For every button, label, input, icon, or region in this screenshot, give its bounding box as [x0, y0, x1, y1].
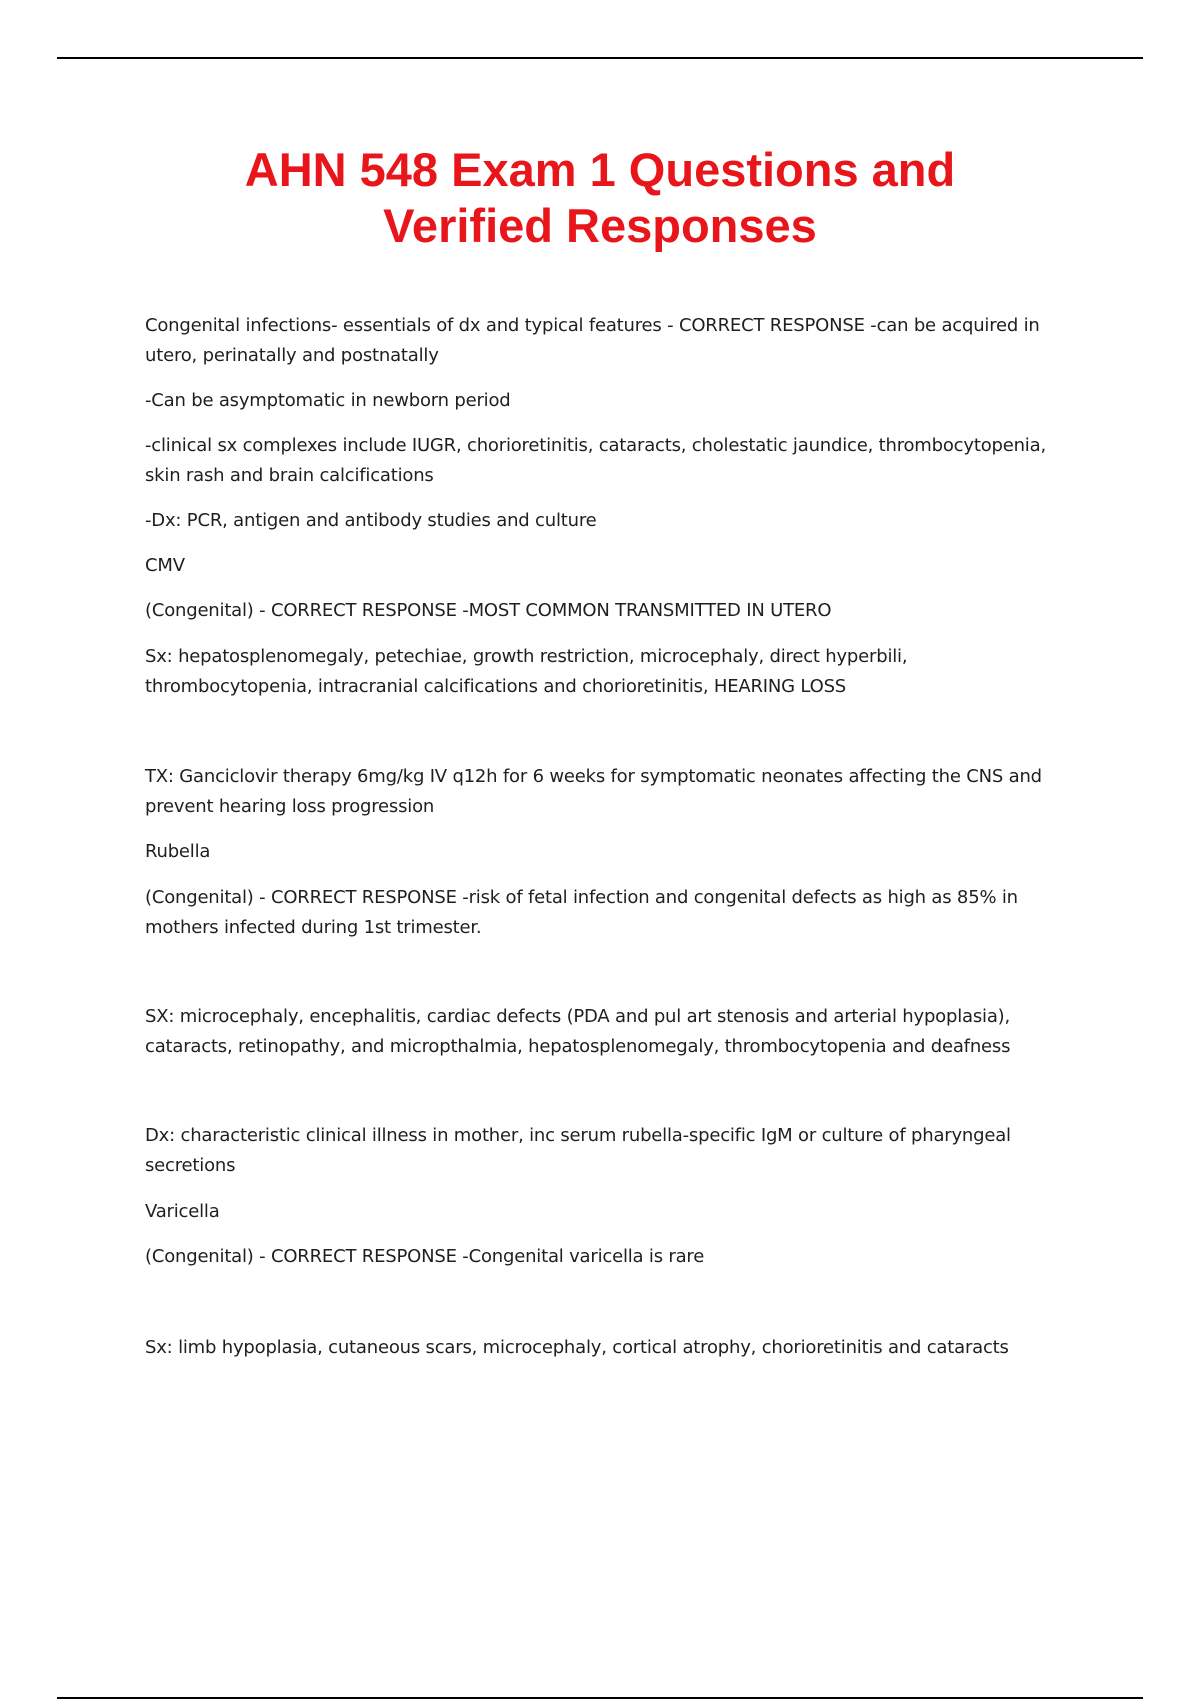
text-line: Dx: characteristic clinical illness in mother, inc serum rubella-specific IgM or culture of pharyngeal — [145, 1125, 1011, 1146]
text-line: Congenital infections- essentials of dx and typical features - CORRECT RESPONSE -can be acquired in — [145, 315, 1040, 336]
top-rule — [57, 57, 1143, 59]
text-line: -Can be asymptomatic in newborn period — [145, 390, 511, 411]
text-line: secretions — [145, 1155, 236, 1176]
paragraph — [145, 1002, 1075, 1062]
paragraph — [145, 837, 1075, 867]
text-line: (Congenital) - CORRECT RESPONSE -Congenital varicella is rare — [145, 1246, 705, 1267]
title-line-2: Verified Responses — [383, 199, 817, 252]
text-line: Sx: hepatosplenomegaly, petechiae, growth restriction, microcephaly, direct hyperbili, — [145, 646, 908, 667]
paragraph — [145, 1197, 1075, 1227]
text-line: -clinical sx complexes include IUGR, chorioretinitis, cataracts, cholestatic jaundice, thrombocytopenia, — [145, 435, 1046, 456]
paragraph — [145, 596, 1075, 626]
paragraph — [145, 311, 1075, 371]
paragraph — [145, 551, 1075, 581]
paragraph — [145, 1333, 1075, 1363]
document-title — [0, 142, 1200, 254]
paragraph — [145, 506, 1075, 536]
paragraph — [145, 642, 1075, 702]
text-line: Sx: limb hypoplasia, cutaneous scars, microcephaly, cortical atrophy, chorioretinitis and cataracts — [145, 1337, 1009, 1358]
paragraph — [145, 431, 1075, 491]
text-line: (Congenital) - CORRECT RESPONSE -MOST COMMON TRANSMITTED IN UTERO — [145, 600, 832, 621]
title-line-1: AHN 548 Exam 1 Questions and — [244, 143, 956, 196]
paragraph — [145, 386, 1075, 416]
paragraph — [145, 883, 1075, 943]
paragraph — [145, 1121, 1075, 1181]
text-line: mothers infected during 1st trimester. — [145, 917, 482, 938]
text-line: Varicella — [145, 1201, 220, 1222]
text-line: TX: Ganciclovir therapy 6mg/kg IV q12h for 6 weeks for symptomatic neonates affecting the CNS and — [145, 766, 1042, 787]
text-line: thrombocytopenia, intracranial calcifications and chorioretinitis, HEARING LOSS — [145, 676, 847, 697]
text-line: (Congenital) - CORRECT RESPONSE -risk of fetal infection and congenital defects as high as 85% in — [145, 887, 1018, 908]
text-line: Rubella — [145, 841, 211, 862]
text-line: utero, perinatally and postnatally — [145, 345, 439, 366]
text-line: prevent hearing loss progression — [145, 796, 435, 817]
text-line: -Dx: PCR, antigen and antibody studies and culture — [145, 510, 597, 531]
text-line: cataracts, retinopathy, and micropthalmia, hepatosplenomegaly, thrombocytopenia and deafness — [145, 1036, 1011, 1057]
bottom-rule — [57, 1697, 1143, 1699]
text-line: CMV — [145, 555, 185, 576]
text-line: SX: microcephaly, encephalitis, cardiac defects (PDA and pul art stenosis and arterial hypoplasia), — [145, 1006, 1011, 1027]
paragraph — [145, 762, 1075, 822]
text-line: skin rash and brain calcifications — [145, 465, 434, 486]
paragraph — [145, 1242, 1075, 1272]
